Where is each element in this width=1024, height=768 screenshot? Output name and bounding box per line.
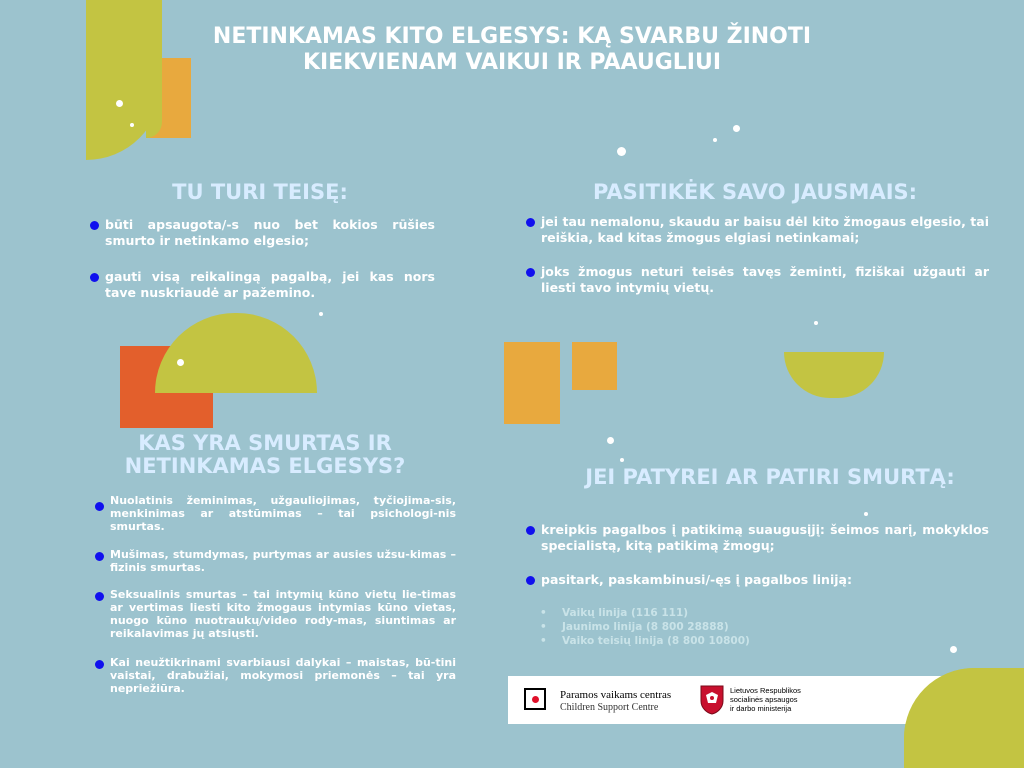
hotline-text: Vaikų linija (116 111) xyxy=(562,607,689,619)
rights-item-2: gauti visą reikalingą pagalbą, jei kas nors tave nuskriaudė ar pažemino. xyxy=(105,269,435,300)
coat-of-arms-icon xyxy=(700,685,724,715)
hotline-item: • Jaunimo linija (8 800 28888) xyxy=(540,621,729,633)
mid-right-orange-rect-2 xyxy=(572,342,617,390)
bullet-dot xyxy=(90,221,99,230)
bullet-dot xyxy=(95,502,104,511)
violence-item-3: Seksualinis smurtas – tai intymių kūno vietų lie-timas ar vertimas liesti kito žmogaus intymias kūno vietas, nuogo kūno nuotraukų/video rody-mas, siuntimas ar reikalavimas jų atsiųsti. xyxy=(110,588,456,640)
ministry-line-2: socialinės apsaugos xyxy=(730,695,798,704)
help-item-1: kreipkis pagalbos į patikimą suaugusįjį: šeimos narį, mokyklos specialistą, kitą patikimą žmogų; xyxy=(541,522,989,553)
violence-heading xyxy=(90,432,440,478)
violence-item-1: Nuolatinis žeminimas, užgauliojimas, tyčiojima-sis, menkinimas ar atstūmimas – tai psichologi-nis smurtas. xyxy=(110,494,456,533)
decor-dot xyxy=(814,321,818,325)
bullet-dot xyxy=(526,576,535,585)
decor-dot xyxy=(607,437,614,444)
page-title xyxy=(100,24,924,76)
violence-item-2: Mušimas, stumdymas, purtymas ar ausies užsu-kimas – fizinis smurtas. xyxy=(110,548,456,574)
decor-dot xyxy=(130,123,134,127)
help-heading: JEI PATYREI AR PATIRI SMURTĄ: xyxy=(585,465,955,489)
trust-heading: PASITIKĖK SAVO JAUSMAIS: xyxy=(592,180,918,204)
rights-item-1: būti apsaugota/-s nuo bet kokios rūšies smurto ir netinkamo elgesio; xyxy=(105,217,435,248)
decor-dot xyxy=(950,646,957,653)
ministry-name xyxy=(730,686,801,713)
bullet-dot xyxy=(526,526,535,535)
decor-dot xyxy=(713,138,717,142)
support-centre-logo xyxy=(524,688,546,710)
mid-left-olive-semicircle xyxy=(155,313,317,393)
bullet-dot xyxy=(526,268,535,277)
violence-heading-line-2: NETINKAMAS ELGESYS? xyxy=(124,454,406,478)
trust-item-1: jei tau nemalonu, skaudu ar baisu dėl kito žmogaus elgesio, tai reiškia, kad kitas žmogus elgiasi netinkamai; xyxy=(541,214,989,245)
decor-dot xyxy=(620,458,624,462)
bullet-dot xyxy=(95,660,104,669)
mid-right-olive-bowl xyxy=(784,352,884,398)
title-line-2: KIEKVIENAM VAIKUI IR PAAUGLIUI xyxy=(302,50,722,75)
decor-dot xyxy=(177,359,184,366)
mid-right-orange-rect-1 xyxy=(504,342,560,424)
ministry-line-1: Lietuvos Respublikos xyxy=(730,686,801,695)
hotline-item: • Vaiko teisių linija (8 800 10800) xyxy=(540,635,750,647)
bullet-dot xyxy=(90,273,99,282)
violence-heading-line-1: KAS YRA SMURTAS IR xyxy=(138,431,392,455)
decor-dot xyxy=(864,512,868,516)
bullet-dot xyxy=(95,592,104,601)
decor-dot xyxy=(617,147,626,156)
title-line-1: NETINKAMAS KITO ELGESYS: KĄ SVARBU ŽINOTI xyxy=(212,24,812,49)
rights-heading: TU TURI TEISĘ: xyxy=(172,180,348,204)
trust-item-2: joks žmogus neturi teisės tavęs žeminti, fiziškai užgauti ar liesti tavo intymių vietų. xyxy=(541,264,989,295)
org1-name: Paramos vaikams centras xyxy=(560,689,672,701)
decor-dot xyxy=(116,100,123,107)
ministry-line-3: ir darbo ministerija xyxy=(730,704,792,713)
decor-dot xyxy=(733,125,740,132)
bullet-dot xyxy=(526,218,535,227)
decor-dot xyxy=(319,312,323,316)
hotline-item: • Vaikų linija (116 111) xyxy=(540,607,689,619)
hotline-text: Jaunimo linija (8 800 28888) xyxy=(562,621,729,633)
hotline-text: Vaiko teisių linija (8 800 10800) xyxy=(562,635,750,647)
org1-subtitle: Children Support Centre xyxy=(560,702,659,713)
bullet-dot xyxy=(95,552,104,561)
help-item-2: pasitark, paskambinusi/-ęs į pagalbos liniją: xyxy=(541,572,852,587)
violence-item-4: Kai neužtikrinami svarbiausi dalykai – maistas, bū-tini vaistai, drabužiai, mokymosi priemonės – tai yra nepriežiūra. xyxy=(110,656,456,695)
